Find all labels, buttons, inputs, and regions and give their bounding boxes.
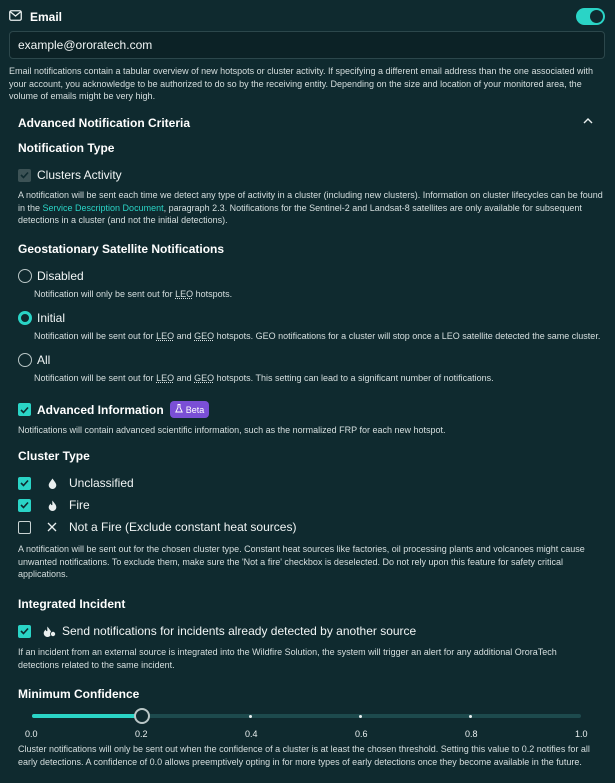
advanced-info-description: Notifications will contain advanced scientific information, such as the normalized FRP for each new hotspot. bbox=[18, 425, 446, 435]
radio-initial-row[interactable] bbox=[18, 311, 65, 325]
clusters-activity-label: Clusters Activity bbox=[37, 168, 122, 182]
incident-icon bbox=[43, 626, 56, 637]
tick-label: 0.4 bbox=[245, 729, 258, 739]
leo-abbr: LEO bbox=[156, 331, 175, 341]
radio-initial[interactable] bbox=[18, 311, 32, 325]
email-header bbox=[9, 8, 62, 26]
fire-label: Fire bbox=[69, 498, 90, 512]
desc-text: and bbox=[174, 331, 195, 341]
desc-text: A notification will be sent each time we detect any type of activity in a cluster (including new clusters). Information on cluster lifecycles can be found in the bbox=[18, 190, 603, 213]
email-input[interactable] bbox=[9, 31, 605, 59]
flame-icon bbox=[45, 500, 59, 511]
tick-label: 0.6 bbox=[355, 729, 368, 739]
desc-text: Notification will only be sent out for bbox=[34, 289, 176, 299]
leo-abbr: LEO bbox=[156, 373, 175, 383]
leo-abbr: LEO bbox=[175, 289, 194, 299]
slider-step-dot bbox=[469, 715, 472, 718]
unclassified-checkbox[interactable] bbox=[18, 477, 31, 490]
integrated-incident-title: Integrated Incident bbox=[18, 597, 126, 611]
desc-text: Notification will be sent out for bbox=[34, 373, 157, 383]
beta-badge bbox=[170, 401, 210, 418]
tick-label: 0.2 bbox=[135, 729, 148, 739]
integrated-incident-label: Send notifications for incidents already detected by another source bbox=[62, 624, 417, 638]
desc-text: hotspots. This setting can lead to a significant number of notifications. bbox=[214, 373, 494, 383]
radio-disabled-label: Disabled bbox=[37, 269, 84, 283]
integrated-incident-checkbox[interactable] bbox=[18, 625, 31, 638]
geostationary-title: Geostationary Satellite Notifications bbox=[18, 242, 225, 256]
radio-all[interactable] bbox=[18, 353, 32, 367]
tick-label: 1.0 bbox=[575, 729, 588, 739]
cluster-unclassified-row[interactable] bbox=[18, 476, 134, 490]
disabled-description bbox=[34, 288, 232, 301]
desc-text: , paragraph 2.3. Notifications for the Sentinel-2 and Landsat-8 satellites are only available for subsequent detections in a cluster (and not the initial detections). bbox=[18, 202, 582, 225]
tick-label: 0.8 bbox=[465, 729, 478, 739]
slider-step-dot bbox=[359, 715, 362, 718]
initial-description bbox=[34, 330, 600, 343]
cluster-not-fire-row[interactable] bbox=[18, 520, 296, 534]
notification-type-description bbox=[18, 189, 608, 227]
unclassified-label: Unclassified bbox=[69, 476, 134, 490]
radio-disabled[interactable] bbox=[18, 269, 32, 283]
cluster-fire-row[interactable] bbox=[18, 498, 90, 512]
mail-icon bbox=[9, 8, 22, 26]
service-description-link[interactable]: Service Description Document bbox=[42, 202, 164, 213]
radio-all-label: All bbox=[37, 353, 51, 367]
close-icon bbox=[45, 522, 59, 532]
droplet-icon bbox=[45, 478, 59, 489]
advanced-criteria-title[interactable]: Advanced Notification Criteria bbox=[18, 116, 191, 130]
beta-label: Beta bbox=[185, 404, 205, 415]
advanced-info-label: Advanced Information bbox=[37, 402, 164, 417]
minimum-confidence-title: Minimum Confidence bbox=[18, 687, 140, 701]
flask-icon bbox=[175, 404, 183, 415]
slider-step-dot bbox=[249, 715, 252, 718]
clusters-activity-checkbox[interactable] bbox=[18, 169, 31, 182]
email-description: Email notifications contain a tabular overview of new hotspots or cluster activity. If specifying a different email address than the one associated with your account, you acknowledge to be authorized to do so by the receiving entity. Depending on the size and location of your monitored area, the volume of emails might be very high. bbox=[9, 66, 593, 101]
confidence-slider-thumb[interactable] bbox=[134, 708, 150, 724]
all-description bbox=[34, 372, 494, 385]
toggle-knob bbox=[590, 10, 603, 23]
not-fire-label: Not a Fire (Exclude constant heat sources) bbox=[69, 520, 297, 534]
desc-text: Notification will be sent out for bbox=[34, 331, 157, 341]
advanced-info-checkbox[interactable] bbox=[18, 403, 31, 416]
desc-text: hotspots. bbox=[193, 289, 233, 299]
integrated-incident-description: If an incident from an external source is integrated into the Wildfire Solution, the system will trigger an alert for any additional OroraTech detections related to the same incident. bbox=[18, 647, 557, 670]
notification-type-title: Notification Type bbox=[18, 141, 115, 155]
desc-text: hotspots. GEO notifications for a cluster will stop once a LEO satellite detected the same cluster. bbox=[214, 331, 601, 341]
chevron-up-icon[interactable] bbox=[580, 114, 596, 128]
advanced-info-row[interactable] bbox=[18, 401, 209, 418]
geo-abbr: GEO bbox=[194, 373, 215, 383]
tick-label: 0.0 bbox=[25, 729, 38, 739]
radio-all-row[interactable] bbox=[18, 353, 50, 367]
email-toggle[interactable] bbox=[576, 8, 605, 25]
not-fire-checkbox[interactable] bbox=[18, 521, 31, 534]
desc-text: and bbox=[174, 373, 195, 383]
clusters-activity-row[interactable] bbox=[18, 168, 122, 182]
cluster-type-description: A notification will be sent out for the chosen cluster type. Constant heat sources like factories, oil processing plants and volcanoes might cause unwanted notifications. To exclude them, make sure the 'Not a fire' checkbox is deselected. Do not rely upon this feature for safety critical applications. bbox=[18, 544, 585, 579]
minimum-confidence-description: Cluster notifications will only be sent out when the confidence of a cluster is at least the chosen threshold. Setting this value to 0.2 notifies for all early detections. A confidence of 0.0 allows preemptively opting in for more types of early detections once they become available in the future. bbox=[18, 744, 590, 767]
cluster-type-title: Cluster Type bbox=[18, 449, 90, 463]
radio-disabled-row[interactable] bbox=[18, 269, 84, 283]
geo-abbr: GEO bbox=[194, 331, 215, 341]
confidence-slider-fill bbox=[32, 714, 142, 718]
fire-checkbox[interactable] bbox=[18, 499, 31, 512]
radio-initial-label: Initial bbox=[37, 311, 66, 325]
email-label: Email bbox=[30, 10, 63, 24]
integrated-incident-row[interactable] bbox=[18, 624, 416, 638]
